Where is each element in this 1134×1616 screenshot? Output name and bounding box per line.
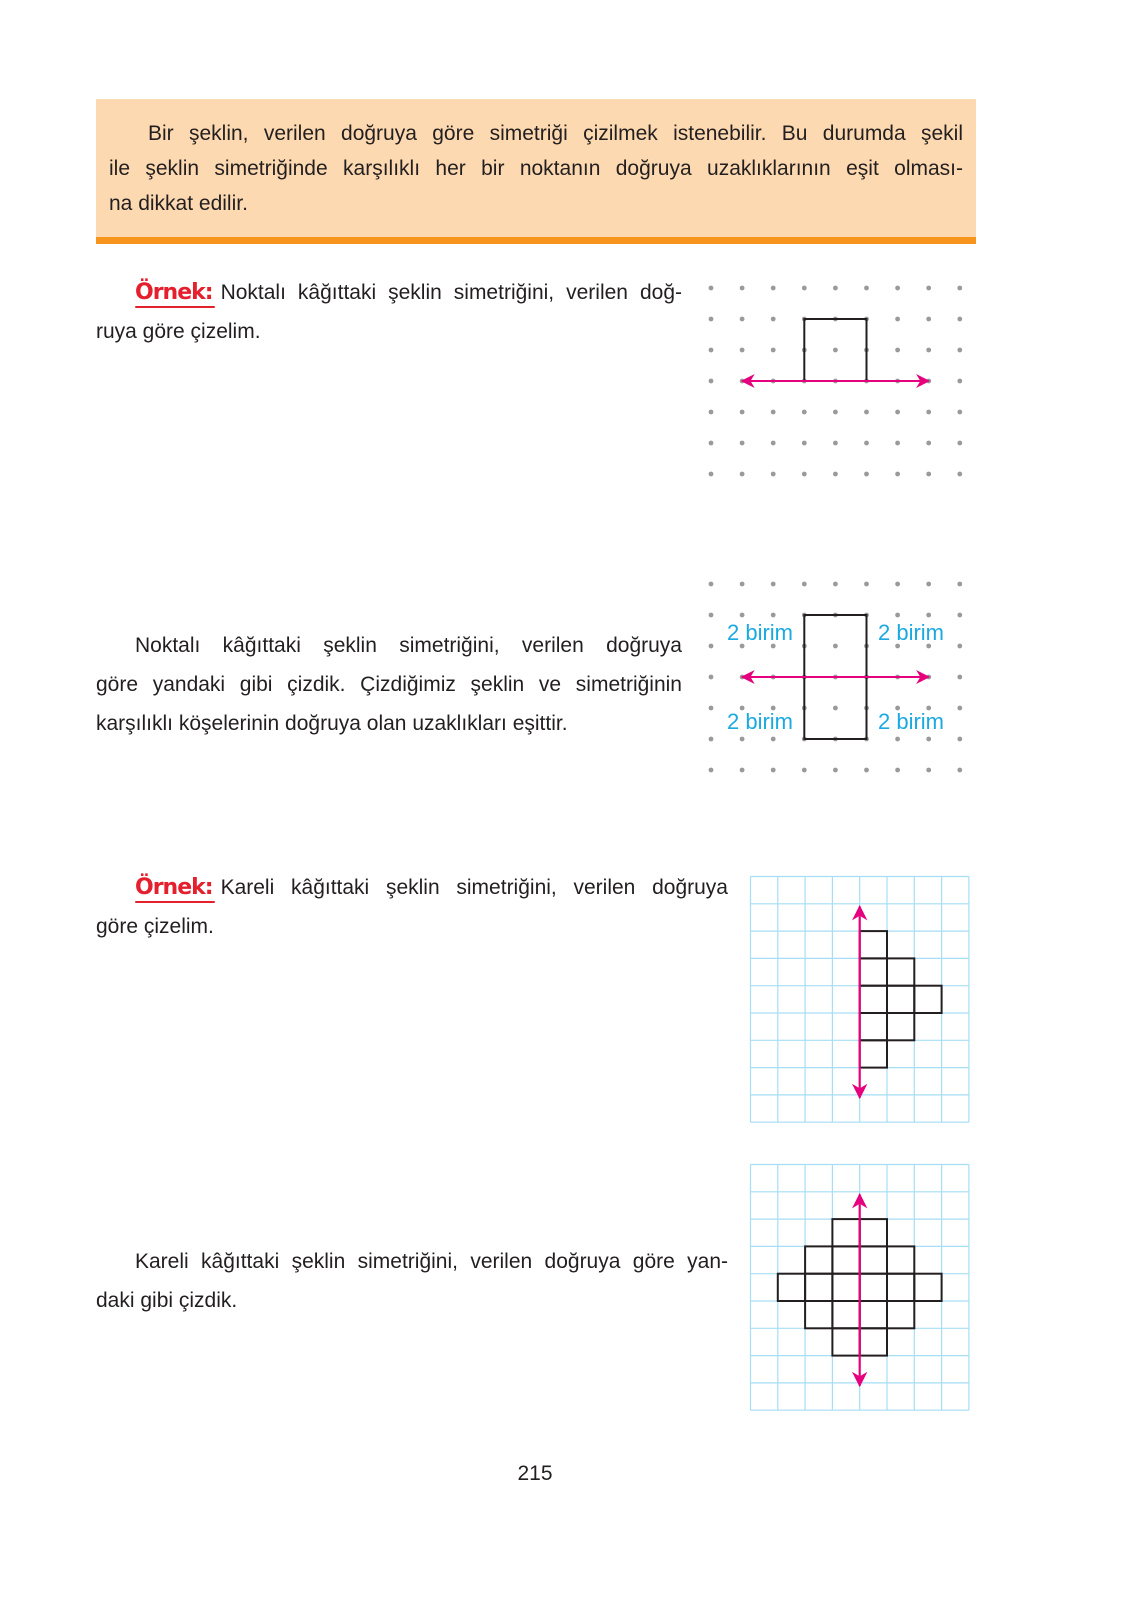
example-line: Kareli kâğıttaki şeklin simetriğini, verilen doğruya xyxy=(220,876,728,899)
shape-cell xyxy=(805,1246,832,1273)
shape-cell xyxy=(860,1040,887,1067)
grid-dot xyxy=(926,613,931,618)
grid-dot xyxy=(802,410,807,415)
grid-dot xyxy=(957,317,962,322)
grid-dot xyxy=(833,706,838,711)
grid-dot xyxy=(926,286,931,291)
grid-dot xyxy=(771,768,776,773)
grid-dot xyxy=(740,348,745,353)
grid-dot xyxy=(926,472,931,477)
shape-cell xyxy=(860,986,887,1013)
grid-dot xyxy=(709,472,714,477)
shape-cell xyxy=(887,1013,914,1040)
grid-dot xyxy=(864,441,869,446)
example-label: Örnek: xyxy=(135,280,213,305)
grid-dot xyxy=(833,410,838,415)
shape-cell xyxy=(832,1301,859,1328)
grid-dot xyxy=(957,768,962,773)
grid-dot xyxy=(833,472,838,477)
grid-dot xyxy=(957,737,962,742)
shape-cell xyxy=(860,1219,887,1246)
grid-dot xyxy=(771,613,776,618)
grid-dot xyxy=(802,768,807,773)
grid-dot xyxy=(709,768,714,773)
grid-dot xyxy=(771,441,776,446)
grid-dot xyxy=(740,737,745,742)
grid-dot xyxy=(833,768,838,773)
grid-dot xyxy=(771,472,776,477)
page-number: 215 xyxy=(517,1462,553,1485)
grid-dot xyxy=(895,768,900,773)
grid-dot xyxy=(709,410,714,415)
grid-dot xyxy=(957,441,962,446)
grid-dot xyxy=(957,675,962,680)
shape-cell xyxy=(860,931,887,958)
grid-dot xyxy=(709,286,714,291)
grid-dot xyxy=(895,348,900,353)
shape-cell xyxy=(832,1246,859,1273)
grid-dot xyxy=(771,737,776,742)
grid-dot xyxy=(709,317,714,322)
grid-dot xyxy=(833,582,838,587)
grid-dot xyxy=(833,286,838,291)
shape-cell xyxy=(914,986,941,1013)
grid-dot xyxy=(864,410,869,415)
shape-cell xyxy=(887,986,914,1013)
grid-dot xyxy=(709,613,714,618)
grid-dot xyxy=(926,441,931,446)
grid-dot xyxy=(833,644,838,649)
grid-dot xyxy=(709,582,714,587)
grid-dot xyxy=(771,286,776,291)
grid-dot xyxy=(802,441,807,446)
shape-cell xyxy=(860,1328,887,1355)
grid-dot xyxy=(957,582,962,587)
explanation-line: Kareli kâğıttaki şeklin simetriğini, verilen doğruya göre yan- xyxy=(135,1250,728,1273)
grid-dot xyxy=(926,737,931,742)
grid-dot xyxy=(957,410,962,415)
grid-dot xyxy=(957,644,962,649)
grid-dot xyxy=(709,379,714,384)
grid-dot xyxy=(957,706,962,711)
grid-dot xyxy=(771,317,776,322)
shape-cell xyxy=(832,1328,859,1355)
example-label: Örnek: xyxy=(135,875,213,900)
grid-dot xyxy=(957,613,962,618)
grid-dot xyxy=(957,286,962,291)
explanation-line: göre yandaki gibi çizdik. Çizdiğimiz şeklin ve simetriğinin xyxy=(96,673,682,696)
grid-dot xyxy=(771,410,776,415)
grid-dot xyxy=(771,348,776,353)
shape-cell xyxy=(887,958,914,985)
grid-dot xyxy=(833,348,838,353)
grid-dot xyxy=(895,613,900,618)
grid-dot xyxy=(709,675,714,680)
info-line: na dikkat edilir. xyxy=(109,192,248,215)
grid-dot xyxy=(740,441,745,446)
grid-dot xyxy=(740,768,745,773)
grid-dot xyxy=(709,348,714,353)
shape-cell xyxy=(860,1301,887,1328)
grid-dot xyxy=(864,286,869,291)
explanation-line: Noktalı kâğıttaki şeklin simetriğini, verilen doğruya xyxy=(135,634,682,657)
grid-dot xyxy=(740,582,745,587)
info-line: ile şeklin simetriğinde karşılıklı her bir noktanın doğruya uzaklıklarının eşit olması- xyxy=(109,157,963,180)
grid-dot xyxy=(926,348,931,353)
grid-dot xyxy=(740,410,745,415)
distance-label: 2 birim xyxy=(727,620,794,645)
grid-dot xyxy=(864,768,869,773)
shape-cell xyxy=(887,1274,914,1301)
grid-dot xyxy=(864,472,869,477)
info-line: Bir şeklin, verilen doğruya göre simetriği çizilmek istenebilir. Bu durumda şekil xyxy=(148,122,963,145)
grid-dot xyxy=(926,768,931,773)
grid-dot xyxy=(926,582,931,587)
grid-dot xyxy=(709,644,714,649)
shape-cell xyxy=(832,1274,859,1301)
example-line: göre çizelim. xyxy=(96,915,214,938)
grid-dot xyxy=(957,472,962,477)
grid-dot xyxy=(957,379,962,384)
shape-cell xyxy=(860,1013,887,1040)
shape-cell xyxy=(887,1301,914,1328)
grid-dot xyxy=(709,441,714,446)
grid-dot xyxy=(740,613,745,618)
explanation-line: daki gibi çizdik. xyxy=(96,1289,238,1312)
grid-dot xyxy=(926,317,931,322)
grid-dot xyxy=(957,348,962,353)
grid-dot xyxy=(771,582,776,587)
grid-dot xyxy=(740,472,745,477)
shape-cell xyxy=(860,958,887,985)
example-line: Noktalı kâğıttaki şeklin simetriğini, verilen doğ- xyxy=(220,281,682,304)
example-line: ruya göre çizelim. xyxy=(96,320,261,343)
grid-dot xyxy=(895,410,900,415)
grid-dot xyxy=(895,472,900,477)
shape-cell xyxy=(832,1219,859,1246)
grid-dot xyxy=(926,410,931,415)
explanation-line: karşılıklı köşelerinin doğruya olan uzaklıkları eşittir. xyxy=(96,712,568,735)
shape-cell xyxy=(778,1274,805,1301)
grid-dot xyxy=(709,706,714,711)
grid-dot xyxy=(740,286,745,291)
grid-dot xyxy=(802,472,807,477)
grid-dot xyxy=(895,582,900,587)
distance-label: 2 birim xyxy=(878,709,945,734)
distance-label: 2 birim xyxy=(727,709,794,734)
grid-dot xyxy=(895,317,900,322)
shape-cell xyxy=(887,1246,914,1273)
grid-dot xyxy=(802,582,807,587)
grid-dot xyxy=(895,737,900,742)
grid-dot xyxy=(833,441,838,446)
distance-label: 2 birim xyxy=(878,620,945,645)
grid-dot xyxy=(740,317,745,322)
shape-cell xyxy=(805,1301,832,1328)
grid-dot xyxy=(802,286,807,291)
grid-dot xyxy=(709,737,714,742)
shape-cell xyxy=(860,1246,887,1273)
shape-cell xyxy=(860,1274,887,1301)
shape-cell xyxy=(805,1274,832,1301)
grid-dot xyxy=(864,582,869,587)
grid-dot xyxy=(895,441,900,446)
grid-dot xyxy=(895,286,900,291)
shape-cell xyxy=(914,1274,941,1301)
